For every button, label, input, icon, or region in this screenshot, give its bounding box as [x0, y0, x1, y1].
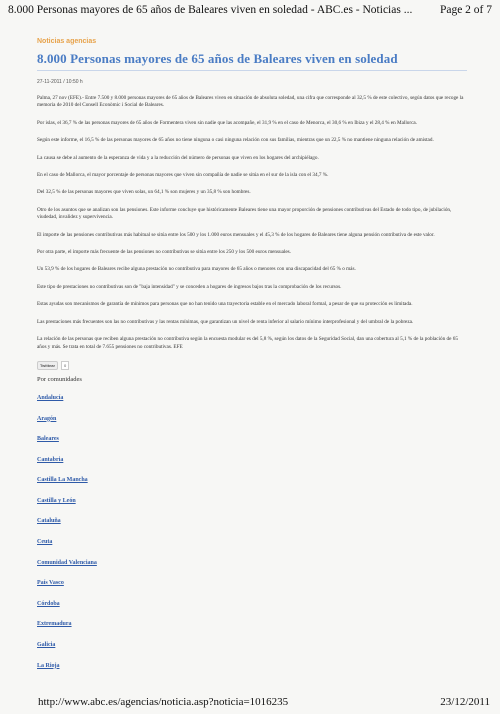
- social-share-bar: [37, 361, 467, 370]
- region-link-castilla-y-leon[interactable]: Castilla y León: [37, 497, 76, 504]
- list-item: [37, 536, 467, 545]
- list-item: [37, 454, 467, 463]
- list-item: [37, 598, 467, 607]
- list-item: [37, 639, 467, 648]
- article-paragraph: Palma, 27 nov (EFE).- Entre 7.500 y 8.000 personas mayores de 65 años de Baleares viven en situación de absoluta soledad, una cifra que corresponde al 32,5 % de este colectivo, según datos que recoge la memoria de 2010 del Consell Econòmic i Social de Baleares.: [37, 95, 464, 109]
- article-paragraph: En el caso de Mallorca, el mayor porcentaje de personas mayores que viven sin compañía de nadie se sitúa en el sur de la isla con el 34,7 %.: [37, 172, 329, 179]
- region-link-baleares[interactable]: Baleares: [37, 436, 59, 443]
- article-body: [37, 95, 467, 351]
- print-footer-date: 23/12/2011: [440, 696, 490, 708]
- article-container: [37, 38, 467, 680]
- list-item: [37, 515, 467, 524]
- tweet-count-badge: 0: [61, 361, 69, 370]
- region-link-comunidad-valenciana[interactable]: Comunidad Valenciana: [37, 559, 97, 566]
- list-item: [37, 660, 467, 669]
- list-item: [37, 618, 467, 627]
- article-paragraph: Estas ayudas son mecanismos de garantía de mínimos para personas que no han tenido una trayectoria estable en el mercado laboral formal, a pesar de que su protección es limitada.: [37, 301, 413, 308]
- article-paragraph: Por islas, el 36,7 % de las personas mayores de 65 años de Formentera viven sin nadie que las acompañe, el 31,9 % en el caso de Menorca, el 30,6 % en Ibiza y el 28,4 % en Mallorca.: [37, 119, 418, 126]
- print-header-title: 8.000 Personas mayores de 65 años de Baleares viven en soledad - ABC.es - Noticias ...: [8, 4, 413, 16]
- region-link-andalucia[interactable]: Andalucía: [37, 394, 64, 401]
- list-item: [37, 495, 467, 504]
- article-headline[interactable]: 8.000 Personas mayores de 65 años de Baleares viven en soledad: [37, 51, 467, 71]
- regions-heading: Por comunidades: [37, 375, 82, 383]
- article-paragraph: Del 32,5 % de las personas mayores que viven solas, un 64,1 % son mujeres y un 35,8 % son hombres.: [37, 189, 251, 196]
- article-paragraph: Las prestaciones más frecuentes son las no contributivas y las rentas mínimas, que garantizan un nivel de renta inferior al salario mínimo interprofesional y del umbral de la pobreza.: [37, 318, 414, 325]
- list-item: [37, 474, 467, 483]
- region-link-cataluna[interactable]: Cataluña: [37, 518, 61, 525]
- tweet-button[interactable]: Twittear: [37, 361, 58, 370]
- article-paragraph: La causa se debe al aumento de la esperanza de vida y a la reducción del número de personas que viven en los hogares del archipiélago.: [37, 154, 319, 161]
- article-paragraph: Otro de los asuntos que se analizan son las pensiones. Este informe concluye que históricamente Baleares tiene una mayor proporción de pensiones contributivas del Estado de todo tipo, de jubilación, viudedad, invalidez y supervivencia.: [37, 206, 452, 221]
- article-paragraph: El importe de las pensiones contributivas más habitual se sitúa entre los 500 y los 1.000 euros mensuales y el 45,3 % de los hogares de Baleares tiene alguna pensión contributiva de este valor.: [37, 231, 435, 238]
- list-item: [37, 392, 467, 401]
- region-link-cordoba[interactable]: Córdoba: [37, 600, 60, 607]
- list-item: [37, 557, 467, 566]
- article-paragraph: La relación de las personas que reciben alguna prestación no contributiva según la encuesta modular es del 5,8 %, según los datos de la Seguridad Social, dan una cobertura al 5,1 % de la población de 65 años y más. Se trata en total de 7.655 pensiones no contributivas. EFE: [37, 336, 458, 350]
- print-footer-url: http://www.abc.es/agencias/noticia.asp?noticia=1016235: [38, 696, 289, 708]
- print-header-page: Page 2 of 7: [439, 4, 492, 16]
- article-paragraph: Por otra parte, el importe más frecuente de las pensiones no contributivas se sitúa entre los 250 y los 500 euros mensuales.: [37, 249, 291, 256]
- region-link-extremadura[interactable]: Extremadura: [37, 621, 72, 628]
- list-item: [37, 433, 467, 442]
- print-footer: [38, 696, 490, 708]
- region-link-aragon[interactable]: Aragón: [37, 415, 57, 422]
- article-paragraph: Este tipo de prestaciones no contributivas son de "baja intensidad" y se conceden a hogares de ingresos bajos tras la comprobación de los recursos.: [37, 283, 342, 290]
- region-link-la-rioja[interactable]: La Rioja: [37, 662, 60, 669]
- region-link-cantabria[interactable]: Cantabria: [37, 456, 64, 463]
- section-label[interactable]: Noticias agencias: [37, 38, 97, 45]
- article-paragraph: Un 53,9 % de los hogares de Baleares recibe alguna prestación no contributiva para mayores de 65 años o menores con una discapacidad del 65 % o más.: [37, 266, 356, 273]
- article-paragraph: Según este informe, el 16,5 % de las personas mayores de 65 años no tiene ninguna o casi ninguna relación con sus familias, mientras que un 22,5 % no mantiene ninguna relación de amistad.: [37, 137, 434, 144]
- region-link-galicia[interactable]: Galicia: [37, 642, 56, 649]
- region-link-ceuta[interactable]: Ceuta: [37, 539, 53, 546]
- list-item: [37, 577, 467, 586]
- article-dateline: 27-11-2011 / 10:50 h: [37, 79, 83, 85]
- region-link-pais-vasco[interactable]: País Vasco: [37, 580, 64, 587]
- print-header: [8, 4, 492, 16]
- region-link-castilla-la-mancha[interactable]: Castilla La Mancha: [37, 477, 88, 484]
- regions-list: [37, 392, 467, 669]
- list-item: [37, 413, 467, 422]
